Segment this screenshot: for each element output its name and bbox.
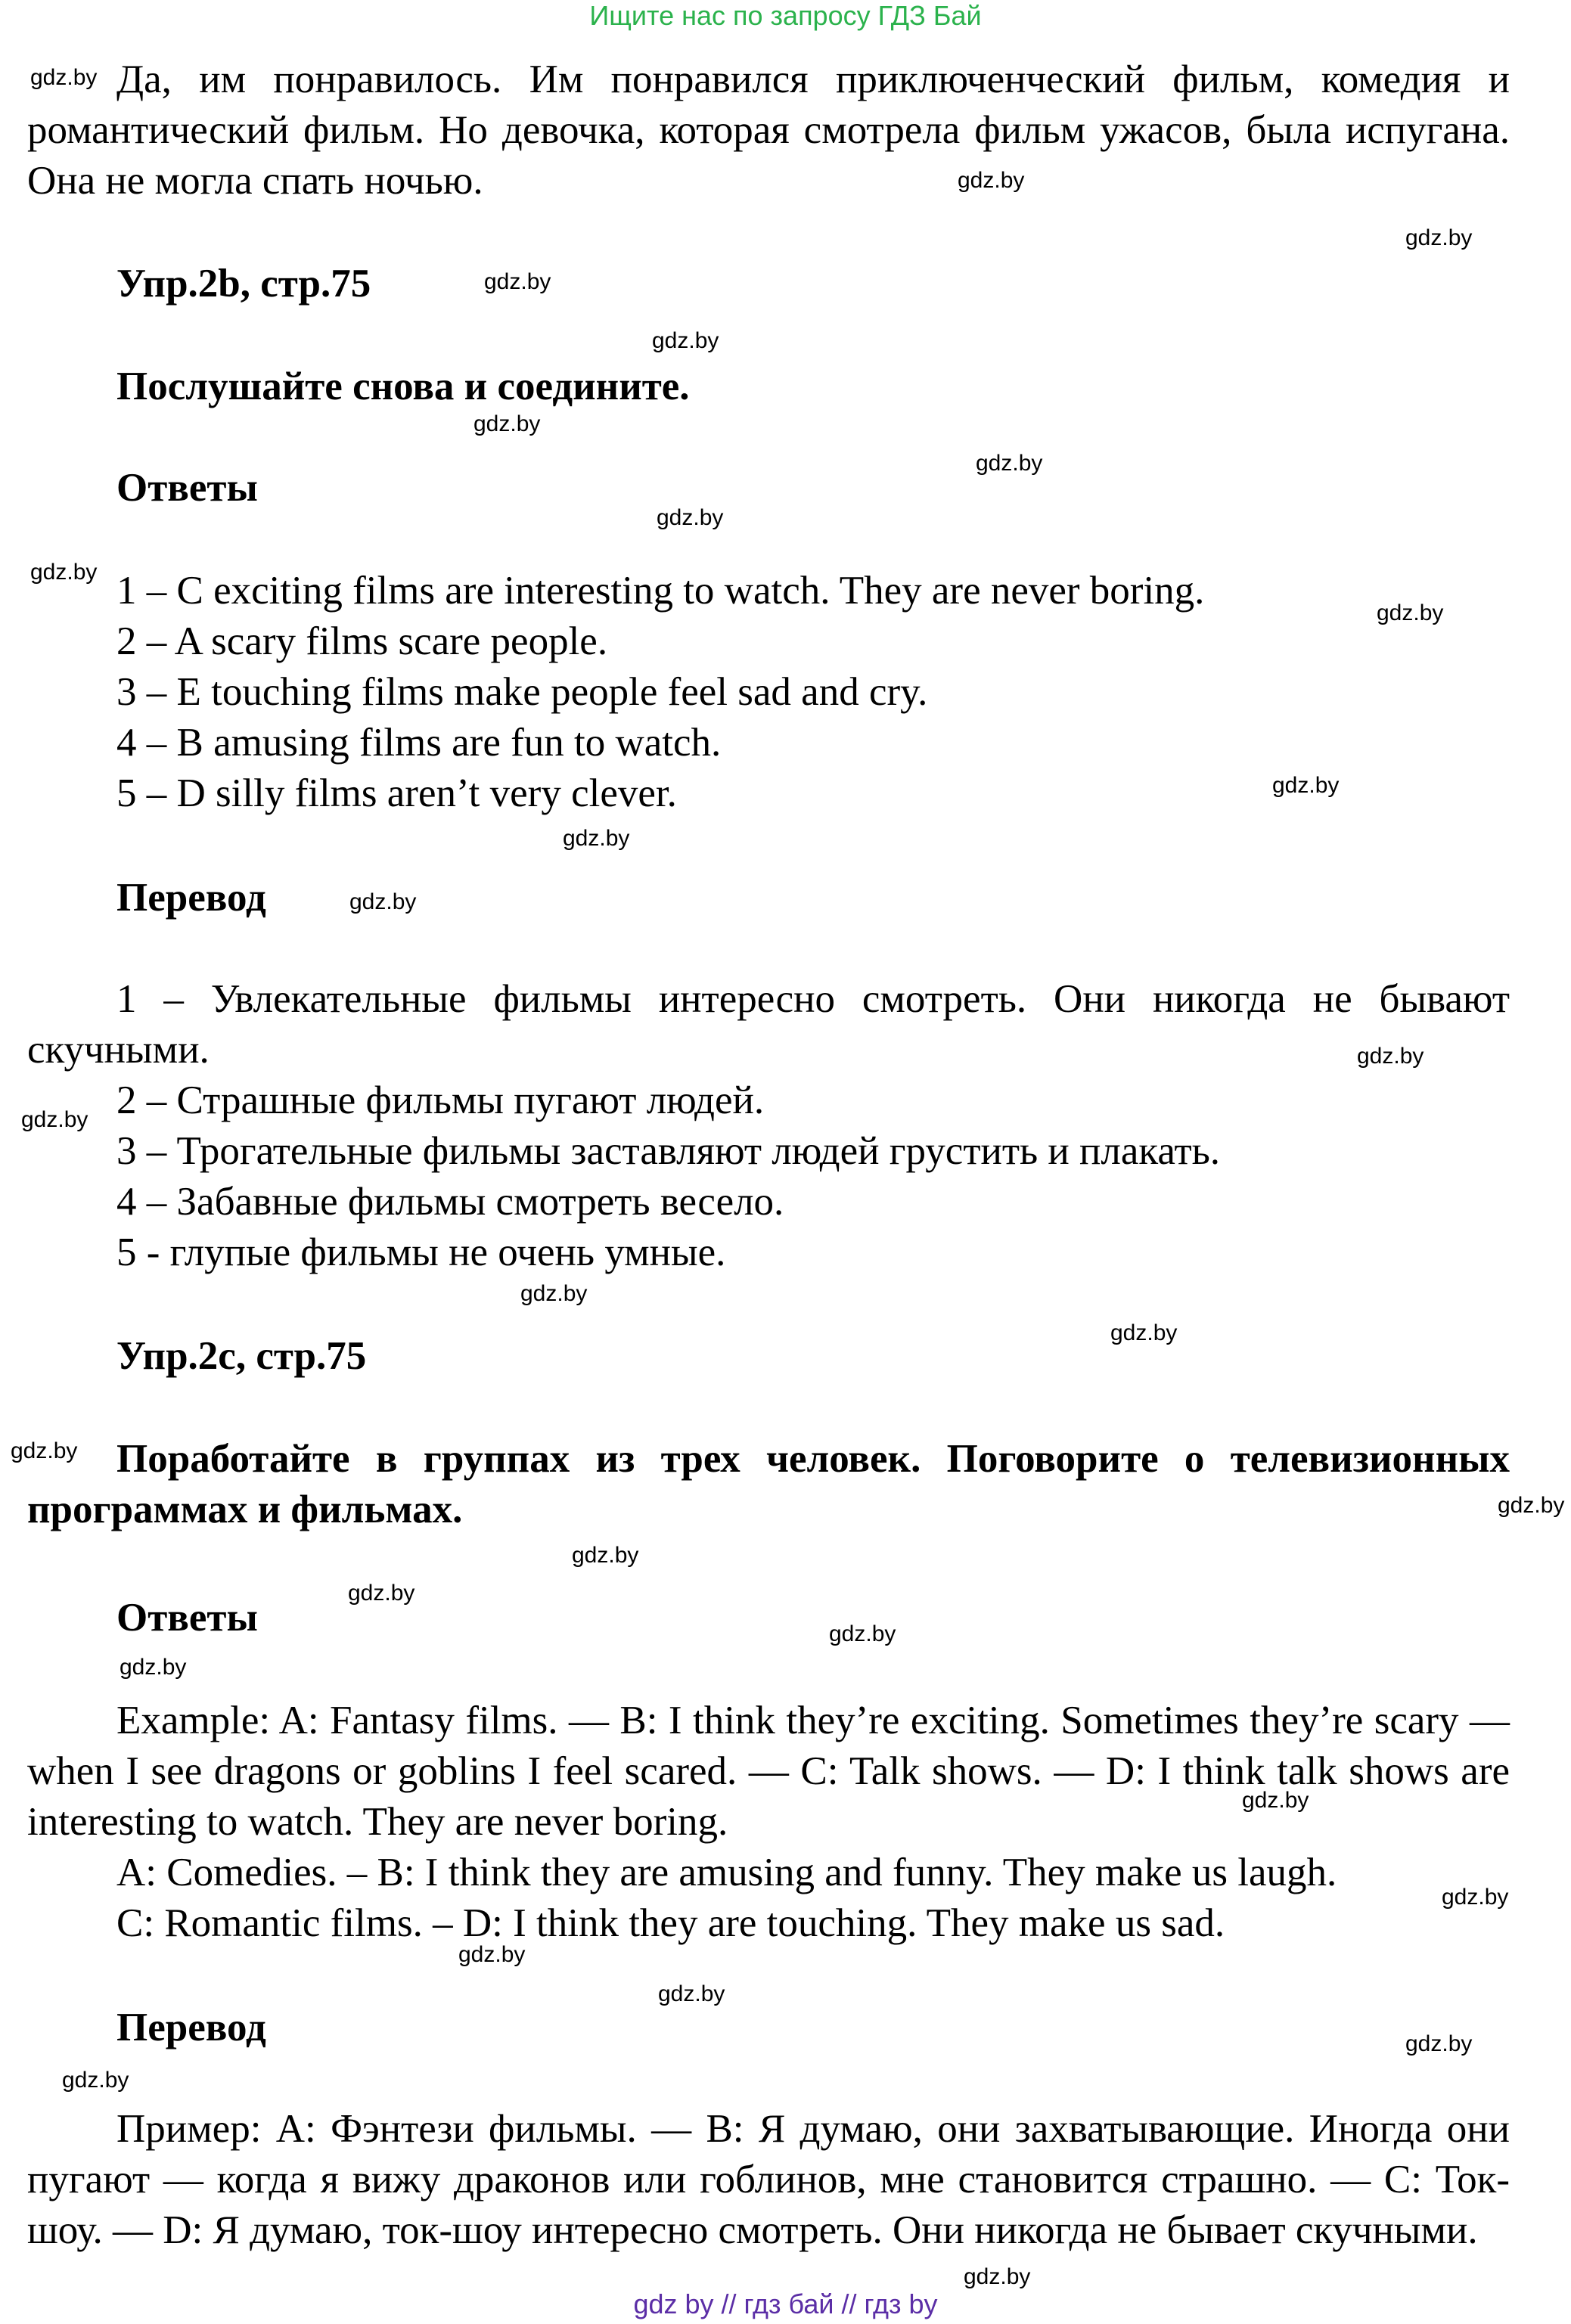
watermark: gdz.by bbox=[30, 560, 98, 585]
watermark: gdz.by bbox=[30, 65, 98, 90]
watermark: gdz.by bbox=[976, 451, 1043, 476]
watermark: gdz.by bbox=[349, 889, 417, 914]
exercise-2c-translation-heading: Перевод bbox=[116, 2006, 266, 2049]
watermark: gdz.by bbox=[520, 1281, 588, 1306]
watermark: gdz.by bbox=[484, 269, 551, 294]
exercise-2c-instruction: Поработайте в группах из трех человек. Поговорите о телевизионных программах и фильмах. bbox=[27, 1437, 1510, 1531]
exercise-2b-title: Упр.2b, стр.75 bbox=[116, 262, 371, 306]
exercise-2b-translation-heading: Перевод bbox=[116, 876, 266, 920]
search-banner[interactable]: Ищите нас по запросу ГДЗ Бай bbox=[589, 0, 982, 31]
watermark: gdz.by bbox=[958, 168, 1025, 193]
watermark: gdz.by bbox=[1405, 225, 1473, 250]
answer-line: 5 – D silly films aren’t very clever. bbox=[116, 771, 677, 815]
watermark: gdz.by bbox=[1272, 773, 1340, 798]
watermark: gdz.by bbox=[458, 1942, 526, 1967]
example-dialogue: Example: A: Fantasy films. — B: I think they’re exciting. Sometimes they’re scary — when I see dragons or goblins I feel scared. — C: Talk shows. — D: I think talk shows are interesting to watch. They are never boring. bbox=[27, 1699, 1510, 1844]
translation-line: 2 – Страшные фильмы пугают людей. bbox=[116, 1078, 765, 1122]
exercise-2c-answers-heading: Ответы bbox=[116, 1596, 258, 1640]
translation-line: 1 – Увлекательные фильмы интересно смотреть. Они никогда не бывают скучными. bbox=[27, 977, 1510, 1072]
exercise-2b-instruction: Послушайте снова и соедините. bbox=[116, 365, 690, 408]
watermark: gdz.by bbox=[11, 1438, 78, 1463]
watermark: gdz.by bbox=[120, 1655, 187, 1680]
watermark: gdz.by bbox=[348, 1581, 415, 1606]
watermark: gdz.by bbox=[62, 2068, 129, 2093]
watermark: gdz.by bbox=[473, 411, 541, 436]
watermark: gdz.by bbox=[964, 2264, 1031, 2289]
watermark: gdz.by bbox=[1377, 600, 1444, 625]
watermark: gdz.by bbox=[652, 328, 719, 353]
watermark: gdz.by bbox=[1498, 1493, 1565, 1518]
answer-line: 1 – C exciting films are interesting to watch. They are never boring. bbox=[116, 569, 1205, 613]
watermark: gdz.by bbox=[657, 505, 724, 530]
answer-line: 3 – E touching films make people feel sad and cry. bbox=[116, 670, 928, 714]
watermark: gdz.by bbox=[658, 1981, 725, 2006]
exercise-2c-title: Упр.2c, стр.75 bbox=[116, 1334, 367, 1378]
answer-line: 2 – A scary films scare people. bbox=[116, 619, 608, 663]
watermark: gdz.by bbox=[1357, 1044, 1424, 1069]
watermark: gdz.by bbox=[1110, 1320, 1178, 1345]
watermark: gdz.by bbox=[1405, 2031, 1473, 2056]
exercise-2c-translation: Пример: A: Фэнтези фильмы. — B: Я думаю, они захватывающие. Иногда они пугают — когда я вижу драконов или гоблинов, мне становится страшно. — C: Ток-шоу. — D: Я думаю, ток-шоу интересно смотреть. Они никогда не бывает скучными. bbox=[27, 2107, 1510, 2252]
watermark: gdz.by bbox=[1442, 1885, 1509, 1910]
footer-links[interactable]: gdz by // гдз бай // гдз by bbox=[633, 2288, 938, 2319]
translation-line: 3 – Трогательные фильмы заставляют людей грустить и плакать. bbox=[116, 1129, 1221, 1173]
dialogue-line: C: Romantic films. – D: I think they are touching. They make us sad. bbox=[116, 1901, 1225, 1945]
watermark: gdz.by bbox=[572, 1543, 639, 1568]
translation-line: 5 - глупые фильмы не очень умные. bbox=[116, 1230, 726, 1274]
exercise-2b-answers-heading: Ответы bbox=[116, 466, 258, 510]
translation-line: 4 – Забавные фильмы смотреть весело. bbox=[116, 1180, 784, 1224]
intro-paragraph: Да, им понравилось. Им понравился приключенческий фильм, комедия и романтический фильм. Но девочка, которая смотрела фильм ужасов, была испугана. Она не могла спать ночью. bbox=[27, 57, 1510, 203]
watermark: gdz.by bbox=[1242, 1788, 1309, 1813]
answer-line: 4 – B amusing films are fun to watch. bbox=[116, 721, 722, 765]
watermark: gdz.by bbox=[21, 1107, 88, 1132]
watermark: gdz.by bbox=[563, 826, 630, 851]
watermark: gdz.by bbox=[829, 1621, 896, 1646]
dialogue-line: A: Comedies. – B: I think they are amusing and funny. They make us laugh. bbox=[116, 1851, 1337, 1894]
